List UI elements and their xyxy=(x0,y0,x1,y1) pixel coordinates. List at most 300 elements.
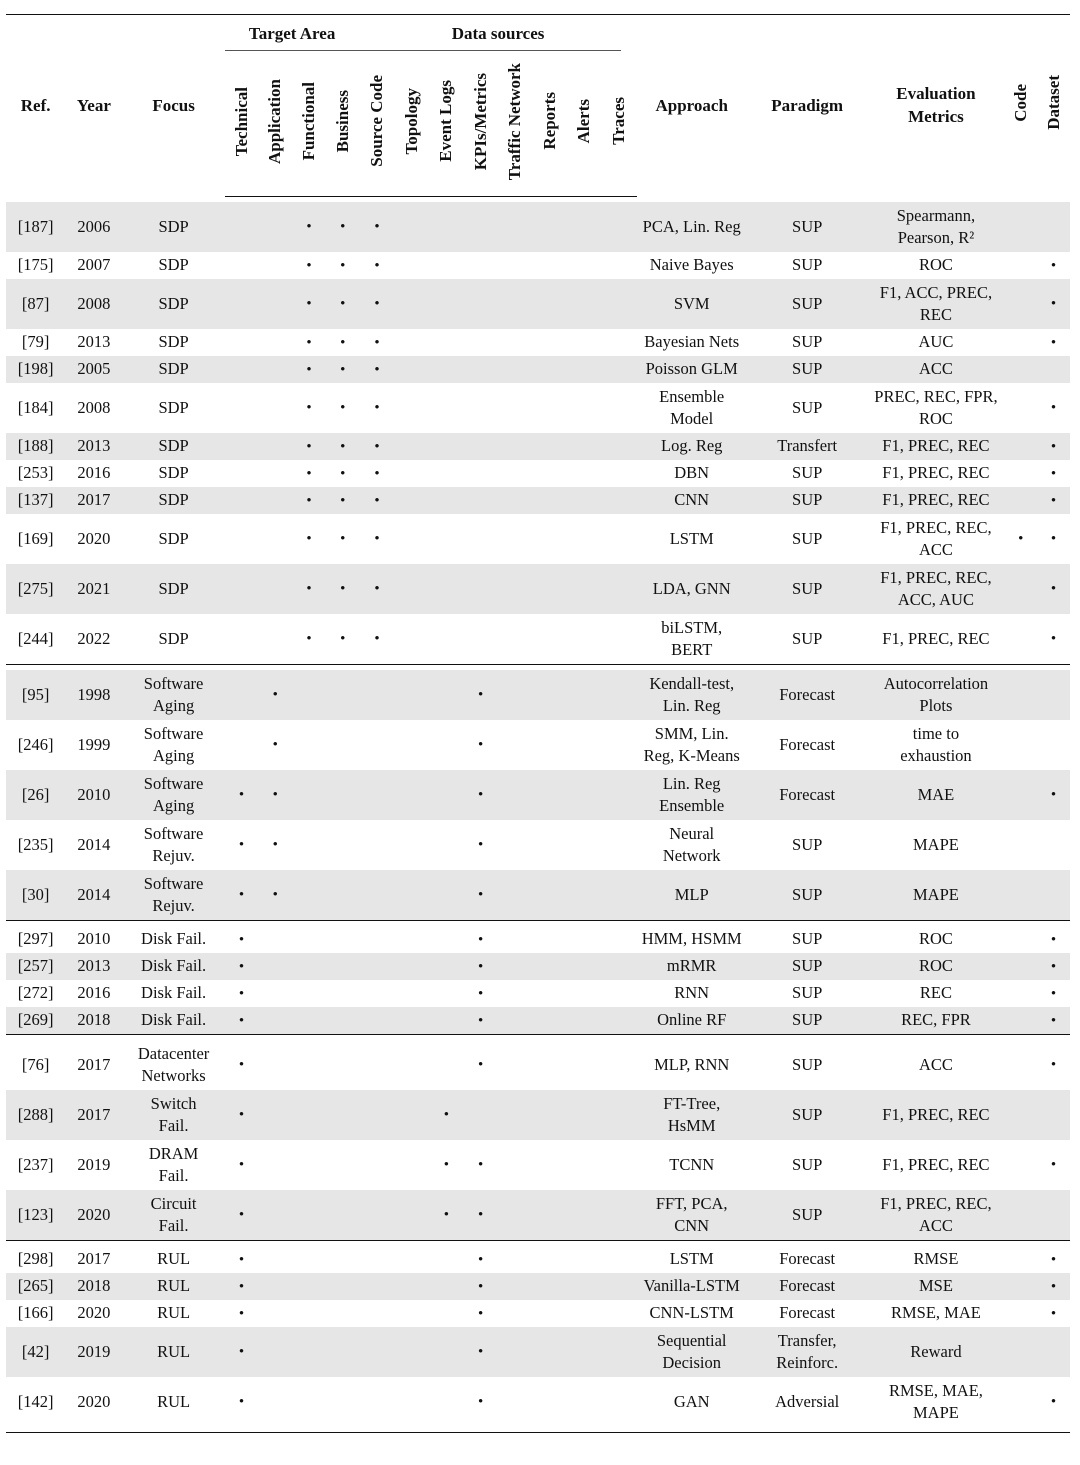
metrics-cell xyxy=(867,1246,1004,1273)
marker-cell xyxy=(429,252,464,279)
approach-cell xyxy=(637,1327,747,1377)
marker-cell xyxy=(567,1007,602,1035)
marker-cell xyxy=(498,870,533,921)
bullet-icon: • xyxy=(1050,334,1057,351)
bullet-icon: • xyxy=(238,887,245,904)
focus-line: Switch xyxy=(150,1093,197,1113)
bullet-icon: • xyxy=(238,985,245,1002)
dataset-cell xyxy=(1037,614,1070,665)
marker-cell xyxy=(292,356,326,383)
paradigm-cell xyxy=(747,514,868,564)
bullet-icon: • xyxy=(272,737,278,754)
marker-cell xyxy=(326,614,360,665)
metrics-cell xyxy=(867,1040,1004,1090)
marker-cell xyxy=(464,564,498,614)
ref-cell: [272] xyxy=(17,983,54,1003)
focus-line: Rejuv. xyxy=(152,896,195,915)
marker-cell xyxy=(258,252,292,279)
marker-cell xyxy=(258,1246,292,1273)
header-dataset: Dataset xyxy=(1043,75,1063,130)
marker-cell xyxy=(567,980,602,1007)
bullet-icon: • xyxy=(306,465,312,482)
marker-cell xyxy=(292,1140,326,1190)
metrics-cell xyxy=(867,1007,1004,1035)
marker-cell xyxy=(360,383,395,433)
marker-cell xyxy=(225,1377,259,1427)
marker-cell xyxy=(360,1190,395,1241)
code-cell xyxy=(1004,1140,1037,1190)
marker-cell xyxy=(498,202,533,252)
approach-cell xyxy=(637,1273,747,1300)
marker-cell xyxy=(258,614,292,665)
marker-cell xyxy=(394,252,429,279)
approach-line: mRMR xyxy=(666,956,717,976)
marker-cell xyxy=(258,1190,292,1241)
paradigm-line: SUP xyxy=(792,359,823,379)
focus-line: Disk Fail. xyxy=(141,983,207,1003)
approach-line: RNN xyxy=(674,983,710,1003)
metrics-cell xyxy=(867,356,1004,383)
paradigm-cell xyxy=(747,870,868,921)
bullet-icon: • xyxy=(272,837,278,854)
marker-cell xyxy=(360,252,395,279)
paradigm-cell xyxy=(747,383,868,433)
focus-line: Networks xyxy=(141,1066,206,1085)
ref-cell: [188] xyxy=(6,433,65,460)
metrics-cell xyxy=(867,1273,1004,1300)
dataset-cell xyxy=(1037,1300,1070,1327)
bullet-icon: • xyxy=(374,334,380,351)
marker-cell xyxy=(429,564,464,614)
marker-cell xyxy=(567,1327,602,1377)
marker-cell xyxy=(258,1300,292,1327)
paradigm-cell xyxy=(747,1090,868,1140)
metrics-line: MAPE xyxy=(913,834,959,854)
bullet-icon: • xyxy=(478,1207,484,1224)
marker-cell xyxy=(532,1140,567,1190)
marker-cell xyxy=(567,670,602,720)
table-row xyxy=(6,1377,1070,1427)
focus-line: Aging xyxy=(152,746,195,765)
metrics-cell xyxy=(867,1140,1004,1190)
table-row xyxy=(6,252,1070,279)
marker-cell xyxy=(326,1140,360,1190)
marker-cell xyxy=(326,383,360,433)
marker-cell xyxy=(567,329,602,356)
approach-cell xyxy=(637,514,747,564)
metrics-line: REC xyxy=(919,983,952,1003)
marker-cell xyxy=(532,670,567,720)
marker-cell xyxy=(360,770,395,820)
table-header xyxy=(6,15,1070,197)
approach-line: PCA, Lin. Reg xyxy=(642,216,741,236)
bullet-icon: • xyxy=(340,531,346,548)
marker-cell xyxy=(225,252,259,279)
marker-cell xyxy=(429,1007,464,1035)
paradigm-cell xyxy=(747,433,868,460)
dataset-cell xyxy=(1037,356,1070,383)
bullet-icon: • xyxy=(238,1107,245,1124)
focus-line: SDP xyxy=(158,578,189,598)
focus-cell xyxy=(122,1090,224,1140)
header-target-area: Target Area xyxy=(225,15,360,54)
marker-cell xyxy=(498,1273,533,1300)
bullet-icon: • xyxy=(1050,296,1057,313)
marker-cell xyxy=(429,487,464,514)
focus-line: Software xyxy=(143,873,204,893)
marker-cell xyxy=(225,1327,259,1377)
marker-cell xyxy=(464,926,498,953)
marker-cell xyxy=(292,926,326,953)
dataset-cell xyxy=(1037,1090,1070,1140)
marker-cell xyxy=(567,564,602,614)
metrics-cell xyxy=(867,460,1004,487)
dataset-cell xyxy=(1037,820,1070,870)
marker-cell xyxy=(498,383,533,433)
paradigm-cell xyxy=(747,356,868,383)
bullet-icon: • xyxy=(306,581,312,598)
marker-cell xyxy=(292,487,326,514)
code-cell xyxy=(1004,1007,1037,1035)
table-row xyxy=(6,433,1070,460)
paradigm-cell xyxy=(747,614,868,665)
paradigm-cell xyxy=(747,1377,868,1427)
marker-cell xyxy=(429,870,464,921)
bullet-icon: • xyxy=(306,257,312,274)
paradigm-line: Forecast xyxy=(779,1303,836,1323)
marker-cell xyxy=(532,953,567,980)
metrics-line: RMSE, MAE, xyxy=(888,1380,983,1400)
marker-cell xyxy=(360,433,395,460)
bullet-icon: • xyxy=(306,631,312,648)
metrics-line: Autocorrelation xyxy=(883,673,989,693)
marker-cell xyxy=(394,1246,429,1273)
code-cell xyxy=(1004,1327,1037,1377)
marker-cell xyxy=(602,1040,637,1090)
focus-line: SDP xyxy=(158,463,189,483)
ref-cell: [253] xyxy=(17,463,54,483)
table-row xyxy=(6,670,1070,720)
marker-cell xyxy=(394,1327,429,1377)
marker-cell xyxy=(532,926,567,953)
metrics-line: REC, FPR xyxy=(901,1010,971,1030)
table-row xyxy=(6,1090,1070,1140)
marker-cell xyxy=(394,279,429,329)
bullet-icon: • xyxy=(478,787,484,804)
focus-line: SDP xyxy=(158,255,189,275)
paradigm-line: SUP xyxy=(792,628,823,648)
marker-cell xyxy=(360,1377,395,1427)
marker-cell xyxy=(464,460,498,487)
approach-cell xyxy=(637,1246,747,1273)
marker-cell xyxy=(498,1246,533,1273)
header-focus: Focus xyxy=(152,95,195,115)
marker-cell xyxy=(567,1377,602,1427)
metrics-line: F1, PREC, REC, xyxy=(880,567,992,587)
marker-cell xyxy=(532,1090,567,1140)
marker-cell xyxy=(567,870,602,921)
table-row xyxy=(6,564,1070,614)
marker-cell xyxy=(602,1377,637,1427)
bullet-icon: • xyxy=(340,581,346,598)
marker-cell xyxy=(532,356,567,383)
approach-line: Ensemble xyxy=(659,386,725,406)
year-cell: 2006 xyxy=(65,202,122,252)
focus-line: SDP xyxy=(158,436,189,456)
marker-cell xyxy=(326,460,360,487)
code-cell xyxy=(1004,329,1037,356)
marker-cell xyxy=(567,953,602,980)
marker-cell xyxy=(258,487,292,514)
paradigm-line: SUP xyxy=(792,578,823,598)
table-row xyxy=(6,1040,1070,1090)
marker-cell xyxy=(498,433,533,460)
focus-line: RUL xyxy=(157,1249,191,1269)
bullet-icon: • xyxy=(478,1278,484,1295)
marker-cell xyxy=(360,1007,395,1035)
marker-cell xyxy=(258,356,292,383)
dataset-cell xyxy=(1037,433,1070,460)
metrics-cell xyxy=(867,953,1004,980)
marker-cell xyxy=(360,1140,395,1190)
marker-cell xyxy=(498,279,533,329)
approach-cell xyxy=(637,487,747,514)
marker-cell xyxy=(225,1007,259,1035)
focus-line: RUL xyxy=(157,1303,191,1323)
marker-cell xyxy=(292,1377,326,1427)
marker-cell xyxy=(292,383,326,433)
paradigm-cell xyxy=(747,1300,868,1327)
bullet-icon: • xyxy=(478,737,484,754)
year-cell: 2013 xyxy=(77,332,111,352)
focus-cell xyxy=(122,383,224,433)
marker-cell xyxy=(258,1273,292,1300)
marker-cell xyxy=(602,953,637,980)
metrics-line: F1, PREC, REC xyxy=(882,1154,990,1174)
paradigm-line: SUP xyxy=(792,332,823,352)
focus-cell xyxy=(122,356,224,383)
survey-table xyxy=(6,14,1070,1432)
year-cell: 2014 xyxy=(77,834,111,854)
paradigm-line: Transfert xyxy=(777,436,838,456)
paradigm-line: Forecast xyxy=(779,1276,836,1296)
focus-line: SDP xyxy=(158,359,189,379)
table-row xyxy=(6,383,1070,433)
marker-cell xyxy=(602,433,637,460)
year-cell: 2021 xyxy=(65,564,122,614)
marker-cell xyxy=(602,870,637,921)
paradigm-cell xyxy=(747,329,868,356)
marker-cell xyxy=(326,1327,360,1377)
year-cell: 2005 xyxy=(65,356,122,383)
approach-line: GAN xyxy=(673,1391,710,1411)
approach-line: FFT, PCA, xyxy=(655,1193,728,1213)
marker-cell xyxy=(326,1300,360,1327)
focus-cell xyxy=(122,670,224,720)
marker-cell xyxy=(602,1246,637,1273)
approach-cell xyxy=(637,770,747,820)
marker-cell xyxy=(394,487,429,514)
bullet-icon: • xyxy=(478,1057,484,1074)
paradigm-cell xyxy=(747,953,868,980)
paradigm-line: SUP xyxy=(792,884,823,904)
dataset-cell xyxy=(1037,770,1070,820)
approach-line: Network xyxy=(662,846,721,865)
marker-cell xyxy=(326,926,360,953)
marker-cell xyxy=(394,1140,429,1190)
focus-line: Rejuv. xyxy=(152,846,195,865)
marker-cell xyxy=(394,953,429,980)
marker-cell xyxy=(326,433,360,460)
bullet-icon: • xyxy=(1050,1057,1057,1074)
paradigm-line: SUP xyxy=(792,397,823,417)
marker-cell xyxy=(360,1040,395,1090)
marker-cell xyxy=(326,356,360,383)
marker-cell xyxy=(429,460,464,487)
header-topology: Topology xyxy=(394,53,429,197)
marker-cell xyxy=(360,1246,395,1273)
paradigm-cell xyxy=(747,487,868,514)
paradigm-cell xyxy=(747,1246,868,1273)
code-cell xyxy=(1004,460,1037,487)
bullet-icon: • xyxy=(1050,438,1057,455)
marker-cell xyxy=(532,279,567,329)
marker-cell xyxy=(429,202,464,252)
approach-cell xyxy=(637,564,747,614)
metrics-line: time to xyxy=(912,723,960,743)
year-cell: 2020 xyxy=(77,1303,111,1323)
marker-cell xyxy=(498,953,533,980)
marker-cell xyxy=(292,202,326,252)
metrics-line: MSE xyxy=(918,1276,953,1296)
year-cell: 2022 xyxy=(77,628,111,648)
table-row xyxy=(6,953,1070,980)
focus-line: Disk Fail. xyxy=(141,956,207,976)
marker-cell xyxy=(225,614,259,665)
marker-cell xyxy=(429,383,464,433)
marker-cell xyxy=(360,1090,395,1140)
approach-cell xyxy=(637,279,747,329)
marker-cell xyxy=(429,1273,464,1300)
metrics-cell xyxy=(867,614,1004,665)
marker-cell xyxy=(258,670,292,720)
marker-cell xyxy=(532,614,567,665)
bullet-icon: • xyxy=(238,787,245,804)
header-business: Business xyxy=(326,53,360,197)
bullet-icon: • xyxy=(238,1012,245,1029)
approach-line: LSTM xyxy=(669,1249,714,1269)
year-cell: 1999 xyxy=(77,734,111,754)
focus-line: SDP xyxy=(158,528,189,548)
bullet-icon: • xyxy=(340,400,346,417)
marker-cell xyxy=(394,329,429,356)
code-cell xyxy=(1004,514,1037,564)
ref-cell: [265] xyxy=(6,1273,65,1300)
marker-cell xyxy=(258,514,292,564)
paradigm-line: SUP xyxy=(792,1010,823,1030)
marker-cell xyxy=(326,980,360,1007)
marker-cell xyxy=(292,564,326,614)
approach-line: biLSTM, xyxy=(661,617,723,637)
marker-cell xyxy=(258,1140,292,1190)
paradigm-cell xyxy=(747,202,868,252)
marker-cell xyxy=(464,383,498,433)
bullet-icon: • xyxy=(374,296,380,313)
approach-cell xyxy=(637,1140,747,1190)
marker-cell xyxy=(567,720,602,770)
bullet-icon: • xyxy=(238,1278,245,1295)
bullet-icon: • xyxy=(478,985,484,1002)
marker-cell xyxy=(532,514,567,564)
marker-cell xyxy=(225,870,259,921)
marker-cell xyxy=(498,1190,533,1241)
dataset-cell xyxy=(1037,279,1070,329)
marker-cell xyxy=(394,670,429,720)
code-cell xyxy=(1004,770,1037,820)
bullet-icon: • xyxy=(238,1207,245,1224)
marker-cell xyxy=(225,202,259,252)
marker-cell xyxy=(225,329,259,356)
bullet-icon: • xyxy=(374,465,380,482)
paradigm-line: Adversial xyxy=(775,1391,840,1411)
ref-cell: [123] xyxy=(6,1190,65,1241)
header-ref: Ref. xyxy=(20,95,51,115)
year-cell: 2017 xyxy=(65,1090,122,1140)
ref-cell: [246] xyxy=(17,734,54,754)
paradigm-line: Reinforc. xyxy=(776,1353,839,1372)
marker-cell xyxy=(225,926,259,953)
marker-cell xyxy=(394,720,429,770)
ref-cell: [142] xyxy=(17,1391,54,1411)
approach-line: CNN xyxy=(674,1216,710,1235)
header-code: Code xyxy=(1010,83,1030,122)
marker-cell xyxy=(464,770,498,820)
marker-cell xyxy=(602,356,637,383)
marker-cell xyxy=(292,1040,326,1090)
dataset-cell xyxy=(1037,383,1070,433)
bullet-icon: • xyxy=(1050,531,1057,548)
marker-cell xyxy=(464,1190,498,1241)
marker-cell xyxy=(602,670,637,720)
marker-cell xyxy=(360,980,395,1007)
header-paradigm: Paradigm xyxy=(771,95,844,115)
table-row xyxy=(6,614,1070,665)
paradigm-line: SUP xyxy=(792,834,823,854)
metrics-cell xyxy=(867,820,1004,870)
metrics-cell xyxy=(867,1300,1004,1327)
bullet-icon: • xyxy=(374,438,380,455)
marker-cell xyxy=(464,1090,498,1140)
marker-cell xyxy=(602,252,637,279)
bullet-icon: • xyxy=(1050,257,1057,274)
metrics-cell xyxy=(867,926,1004,953)
bullet-icon: • xyxy=(238,931,245,948)
focus-line: Fail. xyxy=(158,1116,189,1135)
marker-cell xyxy=(602,1090,637,1140)
focus-line: SDP xyxy=(158,216,189,236)
table-row xyxy=(6,1273,1070,1300)
metrics-line: ROC xyxy=(918,929,953,949)
marker-cell xyxy=(394,356,429,383)
ref-cell: [42] xyxy=(6,1327,65,1377)
marker-cell xyxy=(225,720,259,770)
marker-cell xyxy=(225,670,259,720)
focus-line: Software xyxy=(143,723,204,743)
metrics-line: F1, PREC, REC xyxy=(882,463,990,483)
focus-cell xyxy=(122,1327,224,1377)
bullet-icon: • xyxy=(1050,465,1057,482)
paradigm-cell xyxy=(747,252,868,279)
